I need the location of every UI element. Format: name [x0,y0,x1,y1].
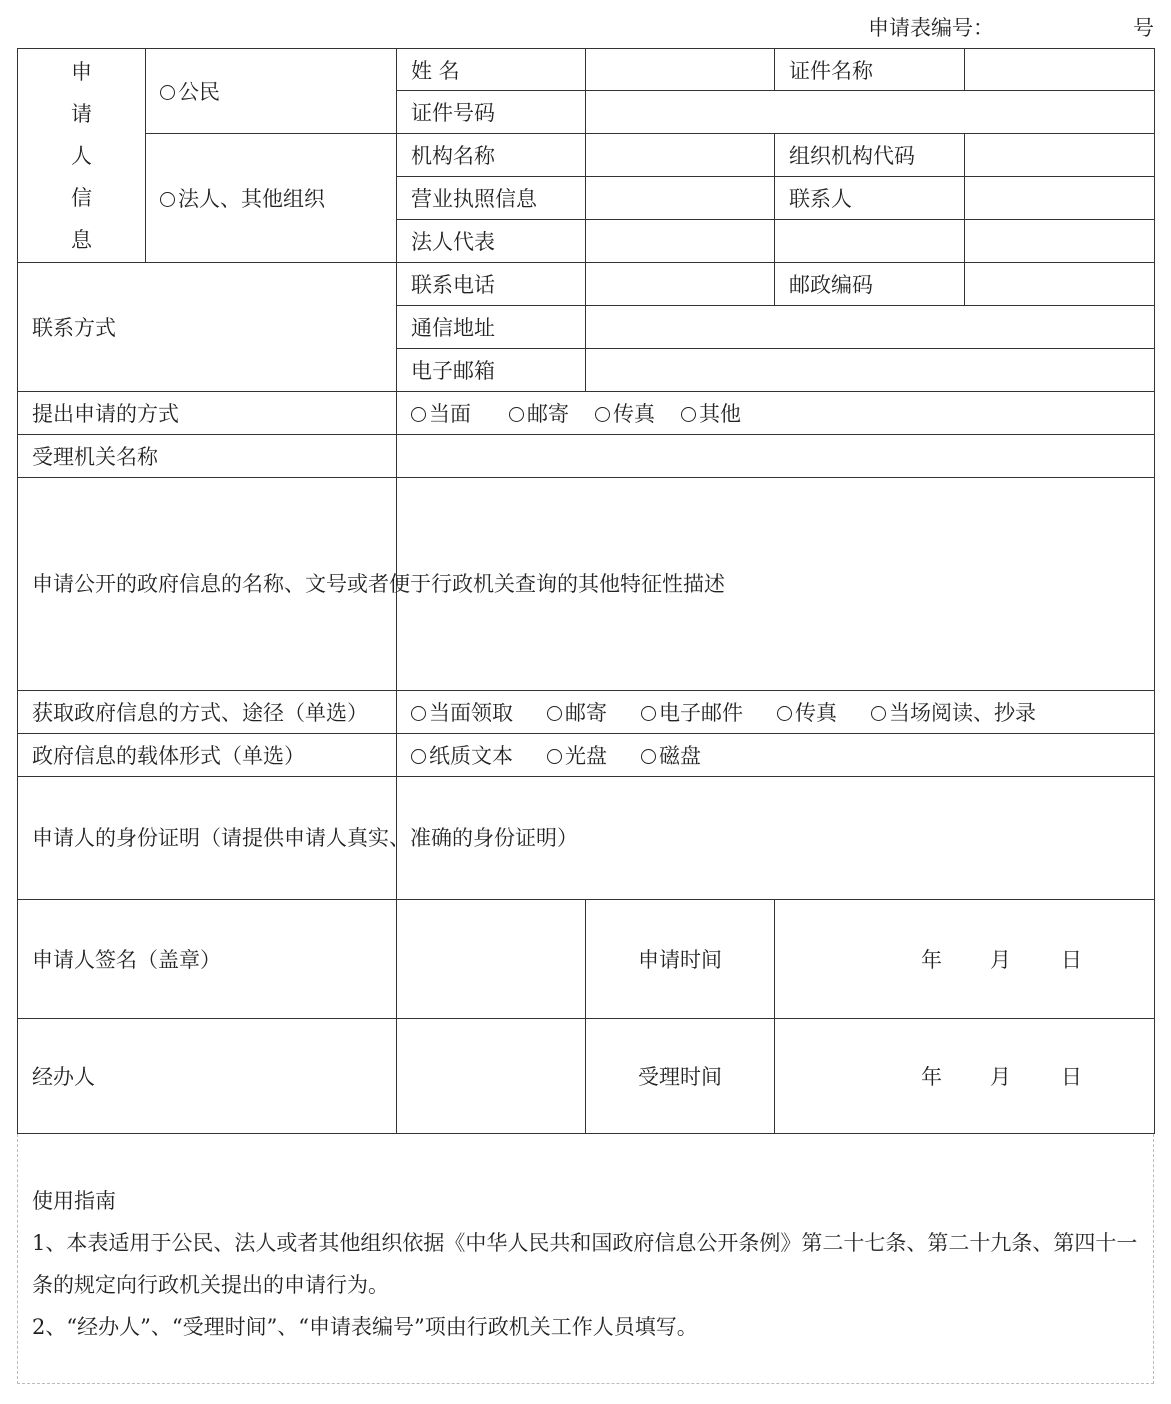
submit-option-mail[interactable]: 邮寄 [509,398,569,428]
guide-item: 2、“经办人”、“受理时间”、“申请表编号”项由行政机关工作人员填写。 [32,1315,698,1339]
org-name-label: 机构名称 [397,134,586,177]
postcode-label: 邮政编码 [775,263,965,306]
radio-circle-icon[interactable] [160,192,175,207]
radio-circle-icon[interactable] [509,407,524,422]
name-label: 姓 名 [397,49,586,91]
signature-label: 申请人签名（盖章） [18,900,397,1019]
radio-circle-icon[interactable] [641,706,656,721]
radio-circle-icon[interactable] [547,706,562,721]
radio-circle-icon[interactable] [411,706,426,721]
accept-time-label: 受理时间 [586,1019,775,1134]
application-number-label: 申请表编号： [868,16,994,40]
obtain-option-fax[interactable]: 传真 [777,697,837,727]
obtain-option-pickup[interactable]: 当面领取 [411,697,513,727]
submit-method-options [397,392,1155,435]
radio-circle-icon[interactable] [411,407,426,422]
radio-circle-icon[interactable] [547,749,562,764]
agency-field[interactable] [397,435,1155,478]
obtain-method-label: 获取政府信息的方式、途径（单选） [18,691,397,734]
application-number [868,12,1154,42]
license-field[interactable] [586,177,775,220]
contact-method-label: 联系方式 [18,263,397,392]
agency-label: 受理机关名称 [18,435,397,478]
id-number-label: 证件号码 [397,91,586,134]
postcode-field[interactable] [965,263,1155,306]
citizen-option[interactable]: 公民 [146,49,397,134]
usage-guide [17,1134,1154,1384]
id-type-label: 证件名称 [775,49,965,91]
org-code-field[interactable] [965,134,1155,177]
guide-title: 使用指南 [32,1189,116,1213]
phone-field[interactable] [586,263,775,306]
phone-label: 联系电话 [397,263,586,306]
radio-circle-icon[interactable] [411,749,426,764]
handler-field[interactable] [397,1019,586,1134]
name-field[interactable] [586,49,775,91]
apply-time-label: 申请时间 [586,900,775,1019]
legal-rep-label: 法人代表 [397,220,586,263]
legal-rep-field[interactable] [586,220,775,263]
radio-circle-icon[interactable] [777,706,792,721]
address-field[interactable] [586,306,1155,349]
submit-method-label: 提出申请的方式 [18,392,397,435]
identity-proof-label: 申请人的身份证明（请提供申请人真实、准确的身份证明） [18,777,397,900]
legal-rep-extra-field-2[interactable] [965,220,1155,263]
email-label: 电子邮箱 [397,349,586,392]
id-type-field[interactable] [965,49,1155,91]
submit-option-in-person[interactable]: 当面 [411,398,471,428]
apply-time-field[interactable]: 年 月 日 [775,900,1155,1019]
carrier-label: 政府信息的载体形式（单选） [18,734,397,777]
org-name-field[interactable] [586,134,775,177]
obtain-option-email[interactable]: 电子邮件 [641,697,743,727]
org-code-label: 组织机构代码 [775,134,965,177]
signature-field[interactable] [397,900,586,1019]
email-field[interactable] [586,349,1155,392]
obtain-method-options [397,691,1155,734]
contact-person-label: 联系人 [775,177,965,220]
license-label: 营业执照信息 [397,177,586,220]
carrier-options [397,734,1155,777]
info-description-label: 申请公开的政府信息的名称、文号或者便于行政机关查询的其他特征性描述 [18,478,397,691]
application-number-suffix: 号 [1133,16,1154,40]
carrier-option-disk[interactable]: 磁盘 [641,740,701,770]
submit-option-other[interactable]: 其他 [681,398,741,428]
guide-item: 1、本表适用于公民、法人或者其他组织依据《中华人民共和国政府信息公开条例》第二十七条、第二十九条、第四十一条的规定向行政机关提出的申请行为。 [32,1231,1138,1297]
carrier-option-paper[interactable]: 纸质文本 [411,740,513,770]
obtain-option-mail[interactable]: 邮寄 [547,697,607,727]
handler-label: 经办人 [18,1019,397,1134]
radio-circle-icon[interactable] [641,749,656,764]
carrier-option-cd[interactable]: 光盘 [547,740,607,770]
address-label: 通信地址 [397,306,586,349]
radio-circle-icon[interactable] [681,407,696,422]
submit-option-fax[interactable]: 传真 [595,398,655,428]
applicant-info-header: 申 请 人 信 息 [18,49,146,263]
radio-circle-icon[interactable] [595,407,610,422]
accept-time-field[interactable]: 年 月 日 [775,1019,1155,1134]
id-number-field[interactable] [586,91,1155,134]
radio-circle-icon[interactable] [871,706,886,721]
obtain-option-read-copy[interactable]: 当场阅读、抄录 [871,697,1036,727]
contact-person-field[interactable] [965,177,1155,220]
radio-circle-icon[interactable] [160,85,175,100]
application-form-table [17,48,1155,1134]
legal-rep-extra-field[interactable] [775,220,965,263]
org-option[interactable]: 法人、其他组织 [146,134,397,263]
